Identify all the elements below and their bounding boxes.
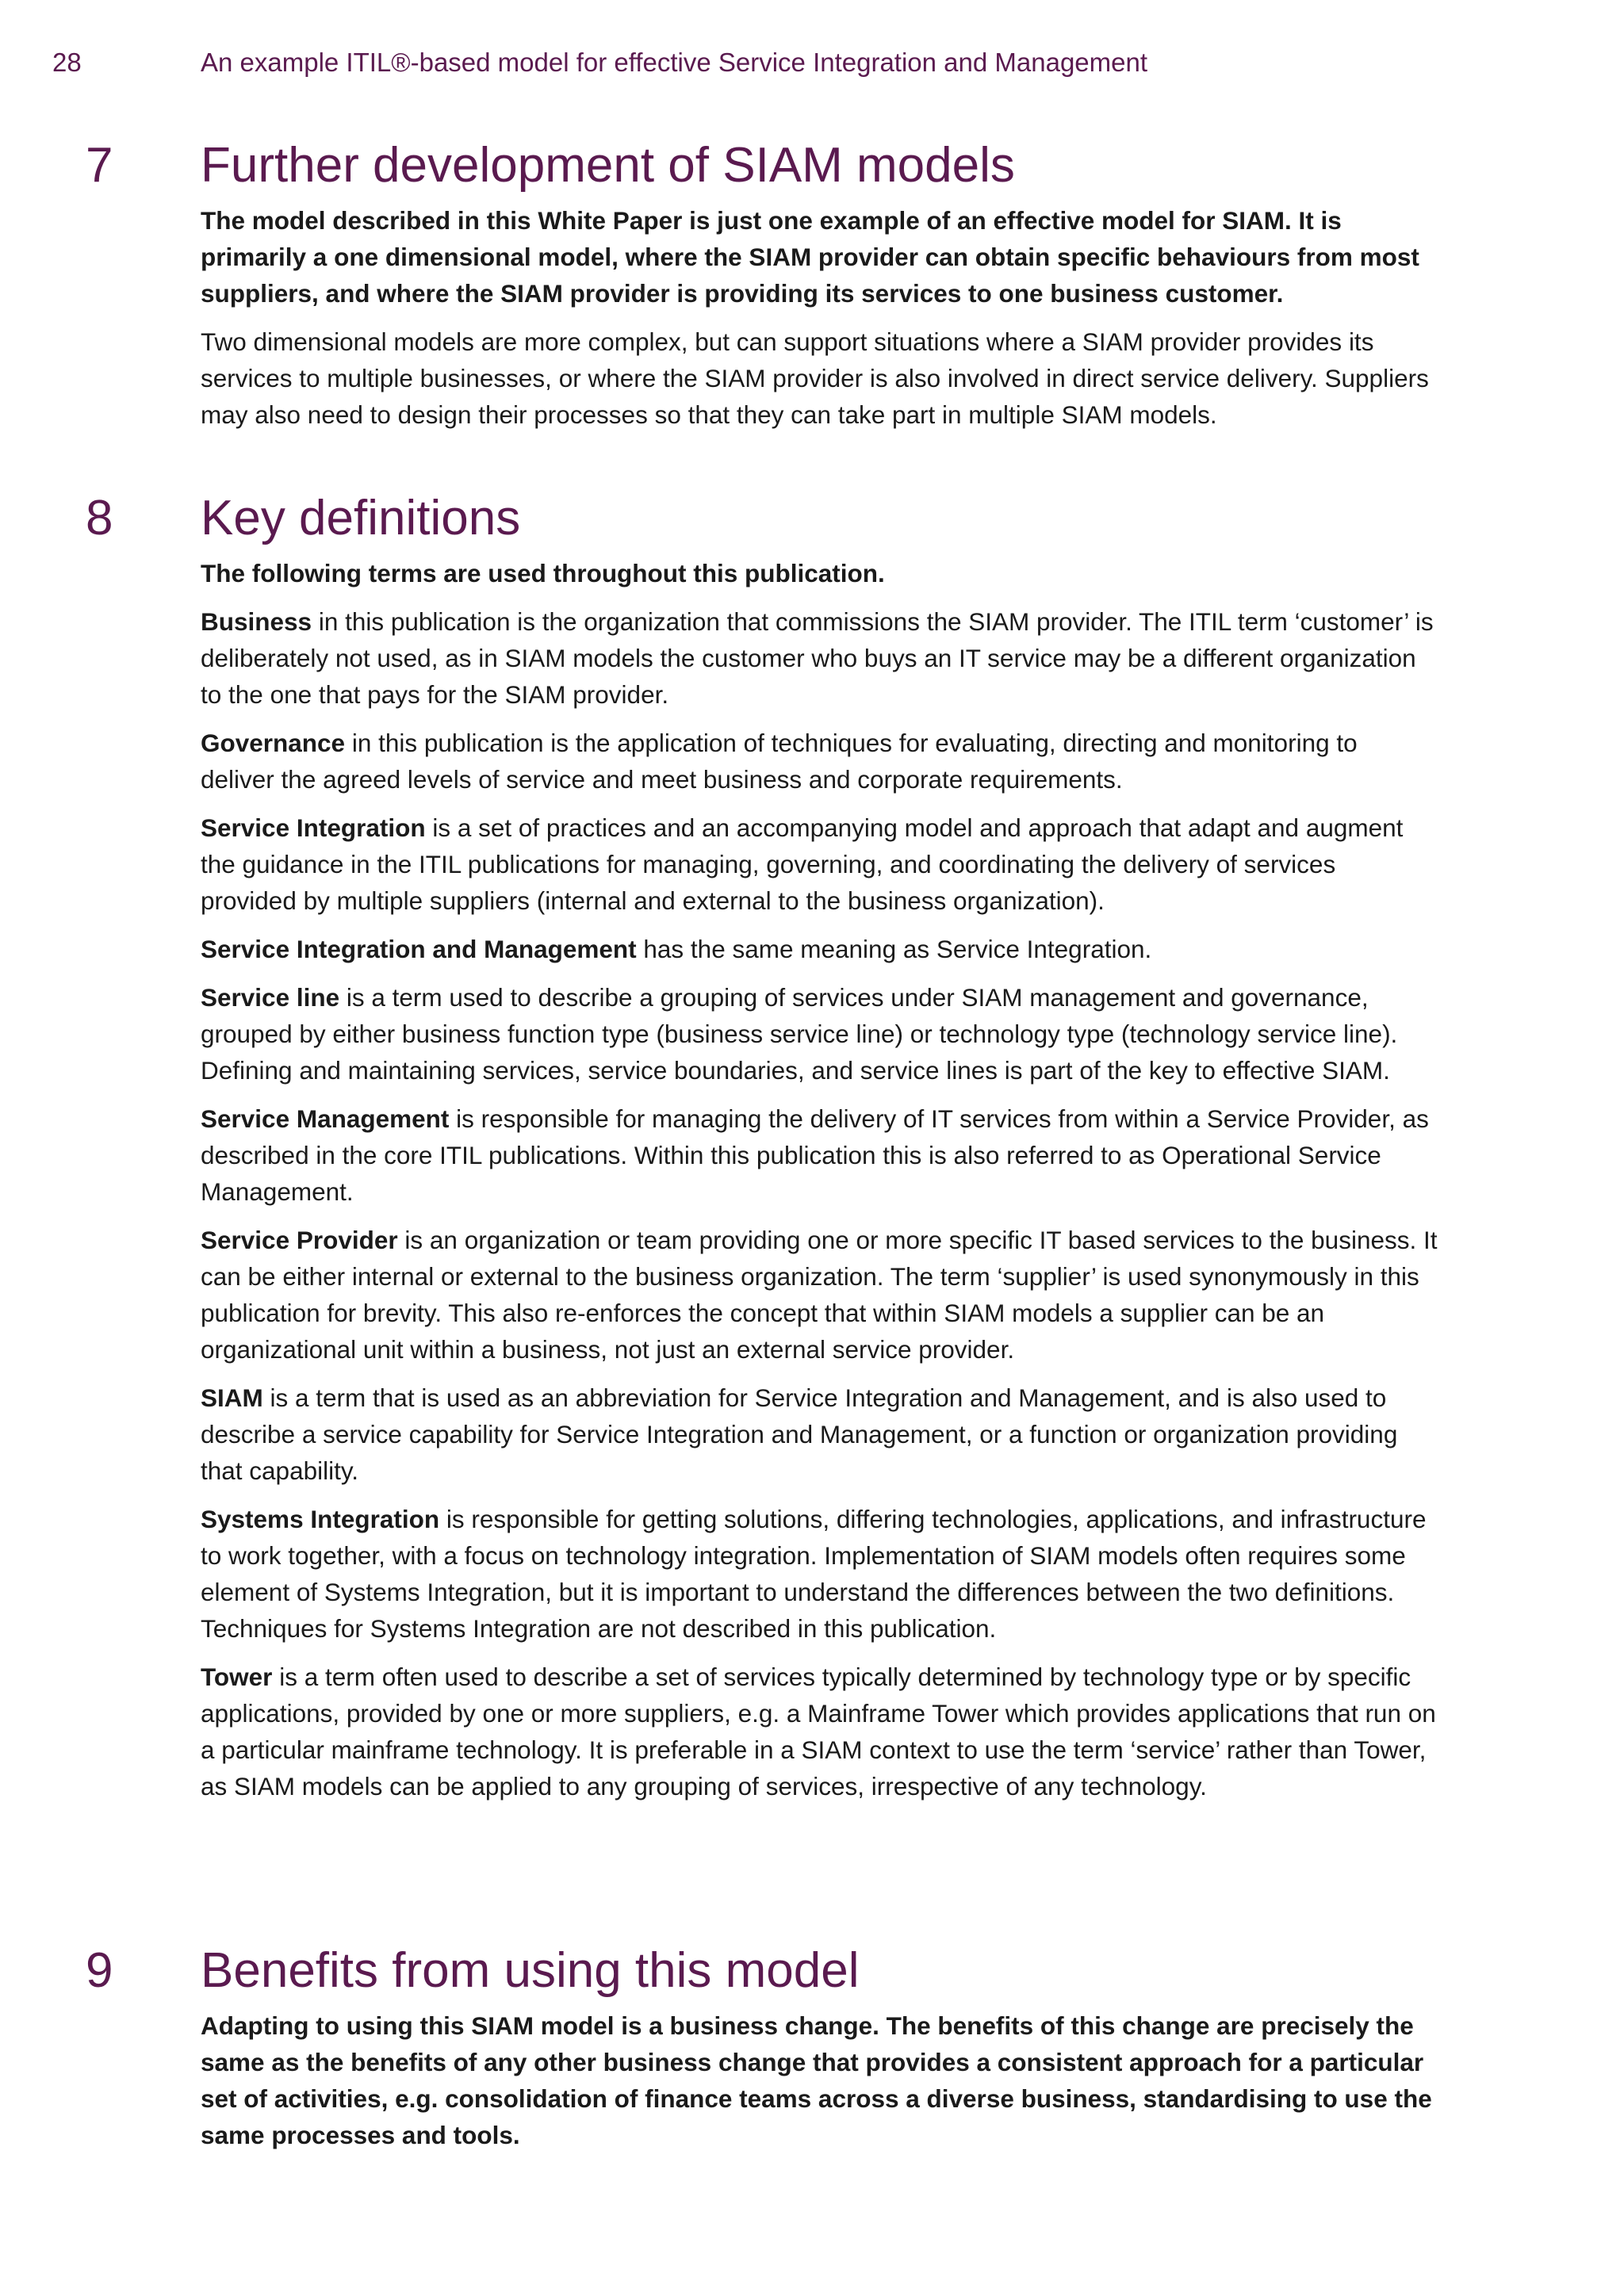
definition-tower <box>201 1659 1438 1804</box>
lead-paragraph: Adapting to using this SIAM model is a business change. The benefits of this change are precisely the same as the benefits of any other business change that provides a consistent approach for a particular set of activities, e.g. consolidation of finance teams across a diverse business, standardising to use the same processes and tools. <box>201 2011 1432 2149</box>
definition-term: Tower <box>201 1663 273 1691</box>
section-number: 7 <box>86 138 113 193</box>
definition-term: Governance <box>201 729 346 757</box>
definition-term: Service Provider <box>201 1226 398 1254</box>
definition-business <box>201 603 1438 713</box>
section-title: Key definitions <box>201 491 521 545</box>
definition-term: SIAM <box>201 1383 263 1412</box>
definition-service-integration-and-management <box>201 931 1438 967</box>
definition-term: Business <box>201 607 312 636</box>
definition-service-provider <box>201 1222 1438 1368</box>
section-title: Benefits from using this model <box>201 1943 860 1998</box>
definition-term: Service line <box>201 983 340 1012</box>
definition-text: has the same meaning as Service Integration. <box>636 935 1152 963</box>
definition-service-management <box>201 1100 1438 1210</box>
section-body <box>201 202 1438 445</box>
definition-siam <box>201 1380 1438 1489</box>
definition-text: is responsible for managing the delivery of IT services from within a Service Provider, as described in the core ITIL publications. Within this publication this is also referred to as Operational Service Management. <box>201 1104 1429 1206</box>
section-number: 9 <box>86 1943 113 1998</box>
definition-text: in this publication is the application of techniques for evaluating, directing and monitoring to deliver the agreed levels of service and meet business and corporate requirements. <box>201 729 1358 794</box>
section-number: 8 <box>86 491 113 545</box>
definition-term: Systems Integration <box>201 1505 440 1533</box>
definition-text: is an organization or team providing one or more specific IT based services to the business. It can be either internal or external to the business organization. The term ‘supplier’ is used synonymously in this publication for brevity. This also re-enforces the concept that within SIAM models a supplier can be an organizational unit within a business, not just an external service provider. <box>201 1226 1438 1364</box>
definition-service-line <box>201 979 1438 1089</box>
definition-term: Service Management <box>201 1104 450 1133</box>
definition-text: is a term that is used as an abbreviation for Service Integration and Management, and is also used to describe a service capability for Service Integration and Management, or a function or organization providing that capability. <box>201 1383 1398 1485</box>
definition-text: is responsible for getting solutions, differing technologies, applications, and infrastructure to work together, with a focus on technology integration. Implementation of SIAM models often requires some element of Systems Integration, but it is important to understand the differences between the two definitions. Techniques for Systems Integration are not described in this publication. <box>201 1505 1427 1643</box>
running-header: An example ITIL®-based model for effective Service Integration and Management <box>201 48 1148 77</box>
definition-text: is a set of practices and an accompanying model and approach that adapt and augment the guidance in the ITIL publications for managing, governing, and coordinating the delivery of services provided by multiple suppliers (internal and external to the business organization). <box>201 813 1404 915</box>
lead-paragraph: The model described in this White Paper is just one example of an effective model for SIAM. It is primarily a one dimensional model, where the SIAM provider can obtain specific behaviours from most suppliers, and where the SIAM provider is providing its services to one business customer. <box>201 206 1419 308</box>
definition-systems-integration <box>201 1501 1438 1647</box>
section-body <box>201 555 1438 1816</box>
definition-term: Service Integration and Management <box>201 935 637 963</box>
section-title: Further development of SIAM models <box>201 138 1015 193</box>
definition-text: is a term often used to describe a set of services typically determined by technology type or by specific applications, provided by one or more suppliers, e.g. a Mainframe Tower which provides applications that run on a particular mainframe technology. It is preferable in a SIAM context to use the term ‘service’ rather than Tower, as SIAM models can be applied to any grouping of services, irrespective of any technology. <box>201 1663 1436 1800</box>
lead-paragraph: The following terms are used throughout this publication. <box>201 559 885 587</box>
definition-text: in this publication is the organization that commissions the SIAM provider. The ITIL term ‘customer’ is deliberately not used, as in SIAM models the customer who buys an IT service may be a different organization to the one that pays for the SIAM provider. <box>201 607 1434 709</box>
page-number: 28 <box>52 48 82 77</box>
definition-service-integration <box>201 809 1438 919</box>
section-body <box>201 2007 1438 2165</box>
definition-term: Service Integration <box>201 813 426 842</box>
body-paragraph: Two dimensional models are more complex, but can support situations where a SIAM provider provides its services to multiple businesses, or where the SIAM provider is also involved in direct service delivery. Suppliers may also need to design their processes so that they can take part in multiple SIAM models. <box>201 327 1429 429</box>
definition-text: is a term used to describe a grouping of services under SIAM management and governance, grouped by either business function type (business service line) or technology type (technology service line). Defining and maintaining services, service boundaries, and service lines is part of the key to effective SIAM. <box>201 983 1398 1085</box>
definition-governance <box>201 725 1438 798</box>
